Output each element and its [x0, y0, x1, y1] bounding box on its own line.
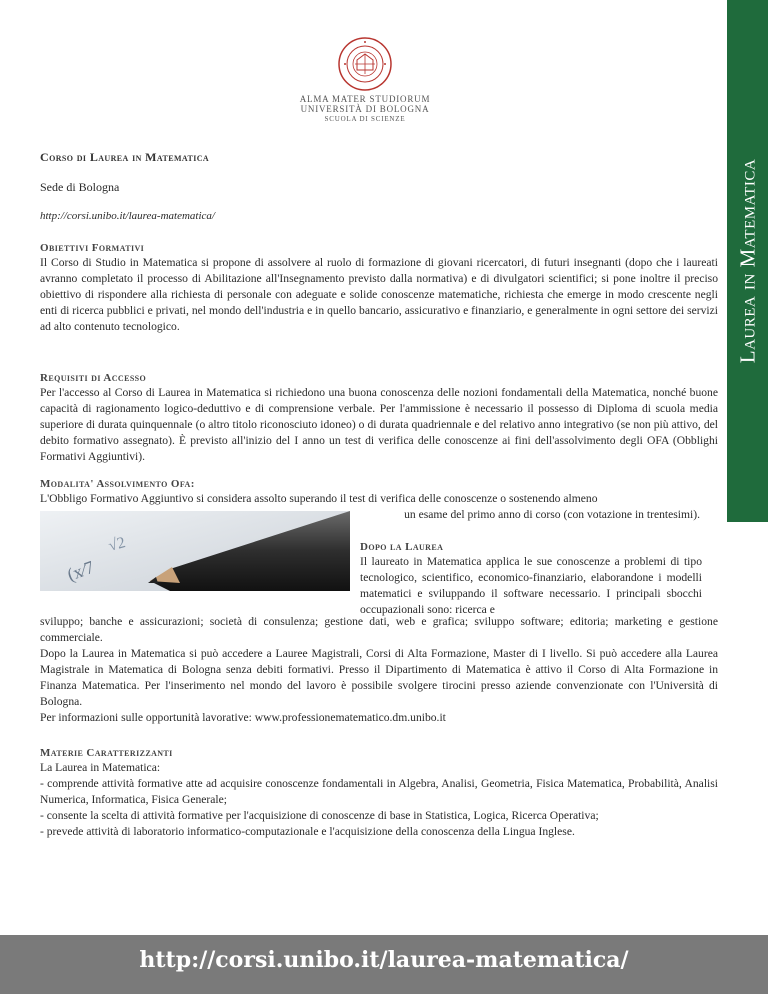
pencil-illustration [40, 511, 350, 591]
modalita-text-2: un esame del primo anno di corso (con votazione in trentesimi). [404, 508, 700, 521]
section-obiettivi [40, 241, 718, 335]
footer-bar [0, 935, 768, 994]
dopo-text-side: Il laureato in Matematica applica le sue conoscenze a problemi di tipo tecnologico, scientifico, economico-finanziario, elaborandone i modelli matematici e sviluppando il software necessario. I principali sbocchi occupazionali sono: ricerca e [360, 555, 702, 616]
course-url-link[interactable]: http://corsi.unibo.it/laurea-matematica/ [40, 210, 215, 222]
university-seal-icon [337, 36, 393, 92]
dopo-text-2: Dopo la Laurea in Matematica si può accedere a Lauree Magistrali, Corsi di Alta Formazione, Master di I livello. Si può accedere alla Laurea Magistrale in Matematica di Bologna senza debiti formativi. Presso il Dipartimento di Matematica è attivo il Corso di Alta Formazione in Finanza Matematica. Per l'inserimento nel mondo del lavoro è possibile svolgere tirocini presso aziende convenzionate con l'Università di Bologna. [40, 647, 718, 708]
section-dopo-side [360, 540, 702, 618]
logo-line-2: UNIVERSITÀ DI BOLOGNA [300, 104, 430, 114]
dopo-text-3: Per informazioni sulle opportunità lavorative: www.professionematematico.dm.unibo.it [40, 711, 446, 724]
requisiti-text: Per l'accesso al Corso di Laurea in Matematica si richiedono una buona conoscenza delle nozioni fondamentali della Matematica, nonché buone capacità di ragionamento logico-deduttivo e di comprensione verbale. Per l'ammissione è necessario il possesso di Diploma di scuola media superiore di durata quinquennale (o altro titolo riconosciuto idoneo) o di durata quadriennale e del relativo anno integrativo (se non più attivo, del debito formativo assegnato). È previsto all'inizio del I anno un test di verifica delle conoscenze ai fini dell'assolvimento degli OFA (Obblighi Formativi Aggiuntivi). [40, 386, 718, 463]
svg-text:√2: √2 [106, 534, 128, 555]
materie-item: - prevede attività di laboratorio informatico-computazionale e l'acquisizione della conoscenza della Lingua Inglese. [40, 825, 575, 838]
modalita-text-1: L'Obbligo Formativo Aggiuntivo si considera assolto superando il test di verifica delle conoscenze o sostenendo almeno [40, 492, 598, 505]
dopo-heading: Dopo la Laurea [360, 541, 444, 553]
section-requisiti [40, 371, 718, 465]
materie-item: - consente la scelta di attività formative per l'acquisizione di conoscenze di base in Statistica, Logica, Ricerca Operativa; [40, 809, 599, 822]
obiettivi-text: Il Corso di Studio in Matematica si propone di assolvere al ruolo di formazione di giovani ricercatori, di futuri insegnanti (dopo che i laureati avranno completato il processo di Abilitazione all'Insegnamento previsto dalla normativa) e di divulgatori scientifici; si pone inoltre il preciso obiettivo di rispondere alla richiesta di personale con adeguate e solide conoscenze matematiche, richiesta che emerge in modo crescente negli enti di ricerca pubblici e privati, nel mondo dell'industria e in quello bancario, assicurativo e finanziario, e generalmente in ogni settore dei servizi ad alto contenuto tecnologico. [40, 256, 718, 333]
materie-intro: La Laurea in Matematica: [40, 761, 161, 774]
section-dopo-full [40, 614, 718, 726]
campus-location: Sede di Bologna [40, 180, 120, 194]
sidebar-banner [727, 0, 768, 522]
modalita-heading: Modalita' Assolvimento Ofa: [40, 478, 195, 490]
materie-heading: Materie Caratterizzanti [40, 747, 173, 759]
obiettivi-heading: Obiettivi Formativi [40, 242, 145, 254]
requisiti-heading: Requisiti di Accesso [40, 372, 147, 384]
section-materie [40, 746, 718, 840]
sidebar-label: Laurea in Matematica [735, 158, 759, 364]
university-logo [290, 36, 440, 124]
svg-text:(x⁄7: (x⁄7 [64, 556, 97, 585]
page-title: Corso di Laurea in Matematica [40, 150, 210, 164]
dopo-text-full: sviluppo; banche e assicurazioni; società di consulenza; gestione dati, web e grafica; sviluppo software; editoria; marketing e gestione commerciale. [40, 615, 718, 644]
materie-item: - comprende attività formative atte ad acquisire conoscenze fondamentali in Algebra, Analisi, Geometria, Fisica Matematica, Probabilità, Analisi Numerica, Informatica, Fisica Generale; [40, 777, 718, 806]
footer-url-link[interactable]: http://corsi.unibo.it/laurea-matematica/ [139, 947, 629, 973]
logo-line-1: ALMA MATER STUDIORUM [299, 94, 431, 104]
logo-line-3: SCUOLA DI SCIENZE [324, 115, 406, 123]
